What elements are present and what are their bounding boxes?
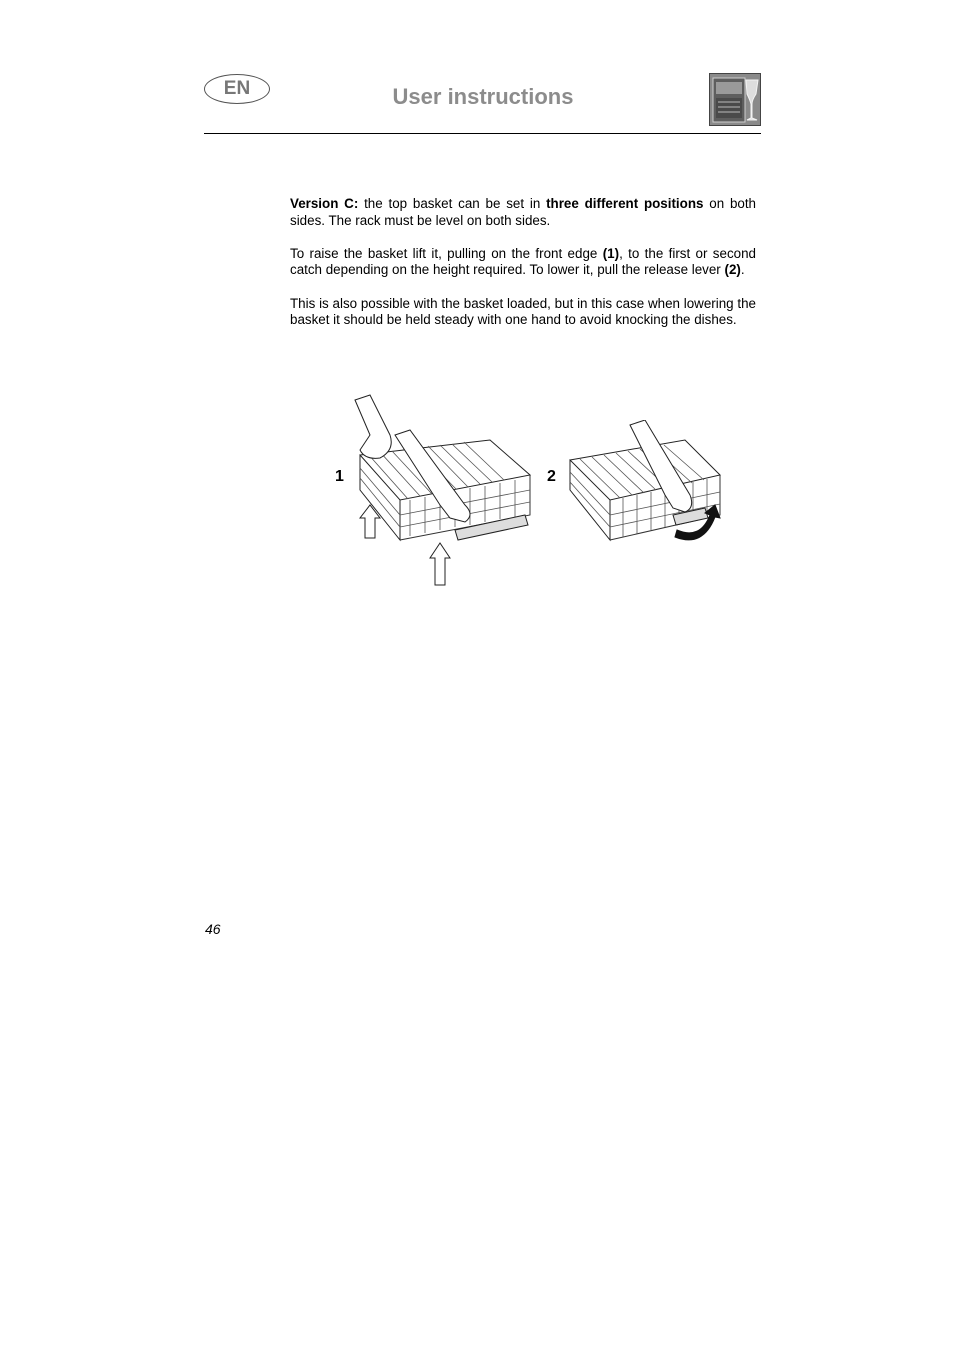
emphasis: three different positions [546, 196, 704, 211]
basket-raise-illustration-icon [350, 390, 540, 590]
dishwasher-glass-icon [709, 73, 761, 126]
page-number: 46 [205, 921, 221, 937]
version-label: Version C: [290, 196, 359, 211]
text-run: . [740, 262, 745, 278]
basket-figure [320, 390, 740, 590]
paragraph-loaded-basket: This is also possible with the basket loaded, but in this case when lowering the basket it should be held steady with one hand to avoid knocking the dishes. [290, 295, 756, 328]
header-divider [204, 133, 761, 134]
paragraph-raise-lower [290, 246, 756, 279]
instructions-text [290, 196, 756, 345]
figure-label-1: 1 [335, 468, 344, 485]
text-run: on both sides. The rack must be level on both sides. [290, 196, 757, 228]
text-run: , to the first or second catch depending on the height required. To lower it, pull the release lever [290, 245, 756, 278]
ref-2: (2) [724, 262, 741, 278]
page-title: User instructions [392, 84, 574, 109]
basket-lower-illustration-icon [565, 420, 740, 550]
figure-label-2: 2 [547, 468, 556, 485]
ref-1: (1) [602, 245, 620, 261]
language-label: EN [223, 78, 251, 99]
text-run: the top basket can be set in [358, 196, 547, 211]
language-badge [204, 74, 270, 104]
paragraph-version-c [290, 196, 756, 229]
text-run: To raise the basket lift it, pulling on the front edge [290, 245, 603, 261]
